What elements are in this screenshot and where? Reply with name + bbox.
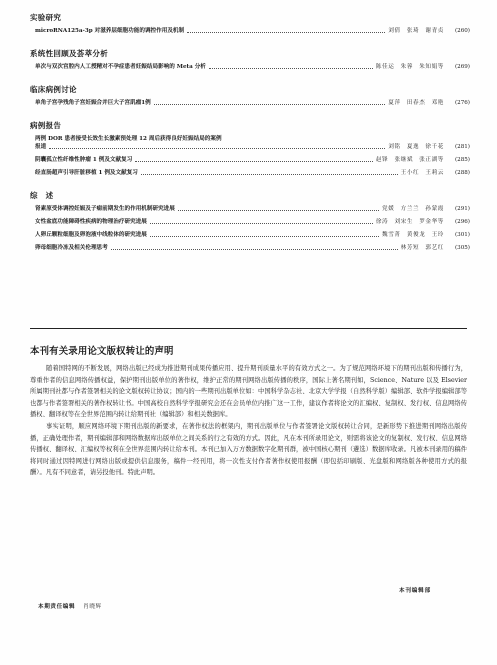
toc-entry-authors: 王小红 王莉云 — [400, 170, 444, 176]
toc-entry-authors: 赵锋 张继斌 张正湖等 — [375, 157, 444, 163]
toc-entry[interactable] — [35, 231, 470, 239]
toc-leader-dots — [49, 148, 385, 149]
notice-title: 本刊有关录用论文版权转让的声明 — [30, 346, 174, 357]
toc-entry-page: (288) — [454, 170, 470, 176]
toc-entry-page: (269) — [454, 64, 470, 70]
toc-entry-page: (281) — [454, 144, 470, 150]
editor-label: 本期责任编辑 — [38, 604, 76, 610]
toc-entry[interactable] — [35, 205, 470, 213]
toc-entry[interactable] — [35, 169, 470, 177]
toc-leader-dots — [150, 236, 379, 237]
toc-section-title: 实验研究 — [30, 13, 62, 22]
toc-entry-title: 阴囊孤立性纤维性肿瘤 1 例及文献复习 — [35, 157, 133, 163]
toc-entry-page: (296) — [454, 219, 470, 225]
toc-entry-title: 单次与双次宫腔内人工授精对不孕症患者妊娠结局影响的 Meta 分析 — [35, 64, 206, 70]
toc-entry-authors: 党媛 方兰兰 孙蒙霞 — [382, 206, 444, 212]
toc-entry-title: 报道 — [35, 144, 47, 150]
toc-section-title: 系统性回顾及荟萃分析 — [30, 49, 108, 58]
toc-entry-page: (291) — [454, 206, 470, 212]
toc-entry[interactable] — [35, 135, 470, 143]
toc-leader-dots — [209, 68, 373, 69]
toc-entry[interactable] — [35, 27, 470, 35]
toc-entry-page: (301) — [454, 232, 470, 238]
toc-section-title: 临床病例讨论 — [30, 85, 77, 94]
toc-entry-title: 人卵丘颗粒细胞及卵泡液中线粒体的研究进展 — [35, 232, 147, 238]
toc-entry-authors: 陈佳运 朱蓉 朱知娟等 — [375, 64, 444, 70]
toc-entry[interactable] — [35, 99, 470, 107]
toc-entry-title: 单角子宫孕残角子宫妊娠合并巨大子宫肌瘤1例 — [35, 100, 151, 106]
notice-paragraph: 事实证明，顺应网络环境下期刊出版的新要求，在著作权法的框架内，期刊出版单位与作者签署论文版权转让合同，是新形势下推进期刊网络出版传播，正确处理作者，期刊编辑部和网络数据库出版单位之间关系的行之有效的方式。因此，凡在本刊所录用论文，则需将该论文的复制权、发行权、信息网络传播权、翻译权、汇编权等权利在全世界范围内转让给本刊。本刊已加入万方数据数字化期刊群，被中国核心期刊（遴选）数据库收录。凡被本刊录用的稿件将同时通过因特网进行网络出版或提供信息服务，稿件一经刊用，将一次性支付作者著作权使用报酬（即包括印刷版、光盘版和网络版各种使用方式的报酬）。凡有不同意者，请另投他刊。特此声明。 — [30, 422, 467, 477]
toc-entry[interactable] — [35, 244, 470, 252]
toc-leader-dots — [187, 32, 385, 33]
toc-entry-title: 肾素原受体调控妊娠及子痫前期发生的作用机制研究进展 — [35, 206, 175, 212]
notice-signature: 本刊编辑部 — [399, 588, 431, 594]
toc-entry-page: (276) — [454, 100, 470, 106]
toc-leader-dots — [178, 210, 379, 211]
toc-leader-dots — [141, 174, 398, 175]
toc-entry-authors: 刘倩 张琦 谢青贞 — [388, 28, 444, 34]
section-divider — [30, 328, 467, 329]
issue-editor — [38, 602, 102, 610]
toc-section-title: 综 述 — [30, 191, 54, 200]
toc-entry-title: microRNA125a-3p 对滋养层细胞功能的调控作用及机制 — [35, 28, 185, 34]
toc-entry-title: 经直肠超声引导肝脏移植 1 例及文献复习 — [35, 170, 138, 176]
toc-leader-dots — [150, 223, 373, 224]
table-of-contents — [30, 12, 470, 265]
editor-name: 肖晓辉 — [83, 604, 102, 610]
toc-entry[interactable] — [35, 143, 470, 151]
toc-entry-authors: 魏雪菁 黄俊龙 王玲 — [382, 232, 444, 238]
toc-entry[interactable] — [35, 63, 470, 71]
toc-entry-page: (285) — [454, 157, 470, 163]
toc-entry[interactable] — [35, 218, 470, 226]
toc-entry[interactable] — [35, 156, 470, 164]
toc-leader-dots — [135, 161, 373, 162]
toc-entry-title: 两例 DOR 患者接受长效生长激素预处理 12 周后获得良好妊娠结局的案例 — [35, 136, 222, 142]
toc-entry-authors: 林芳短 郭艺红 — [400, 245, 444, 251]
toc-entry-authors: 刘铭 夏逸 徐千花 — [388, 144, 444, 150]
toc-entry-page: (305) — [454, 245, 470, 251]
copyright-notice — [30, 343, 467, 479]
toc-leader-dots — [154, 104, 385, 105]
toc-leader-dots — [111, 249, 398, 250]
toc-entry-title: 女性盆底功能障碍性疾病的物理治疗研究进展 — [35, 219, 147, 225]
toc-entry-page: (260) — [454, 28, 470, 34]
toc-entry-title: 卵母细胞冷冻及相关伦理思考 — [35, 245, 108, 251]
toc-entry-authors: 徐涛 刘宋生 罗金华等 — [375, 219, 444, 225]
notice-paragraph: 随着国特网的不断发展，网络出版已经成为推进期刊成果传播应用、提升期刊质量水平的有效方式之一。为了规范网络环境下的期刊出版和传播行为，尊重作者的信息网络传播权益，保护期刊出版单位的著作权，维护正常的期刊网络出版传播的秩序，国际上著名期刊如，Science、Nature 以及 Elsevier 所属期刊社都与作者签署相关的论文版权转让协议；国内的一些期刊出版单位如：中国科学杂志社、北京大学学报（自然科学版）编辑部、软件学报编辑部等也都与作者签署相关的著作权转让书。中国高校自然科学学报研究会还在会员单位内推广这一工作，建议作者将论文的汇编权、复制权、发行权、信息网络传播权、翻译权等在全世界范围内转让给期刊社（编辑部）和相关数据库。 — [30, 365, 467, 419]
toc-section-title: 病例报告 — [30, 121, 62, 130]
toc-entry-authors: 夏萍 田春杰 邓艳 — [388, 100, 444, 106]
